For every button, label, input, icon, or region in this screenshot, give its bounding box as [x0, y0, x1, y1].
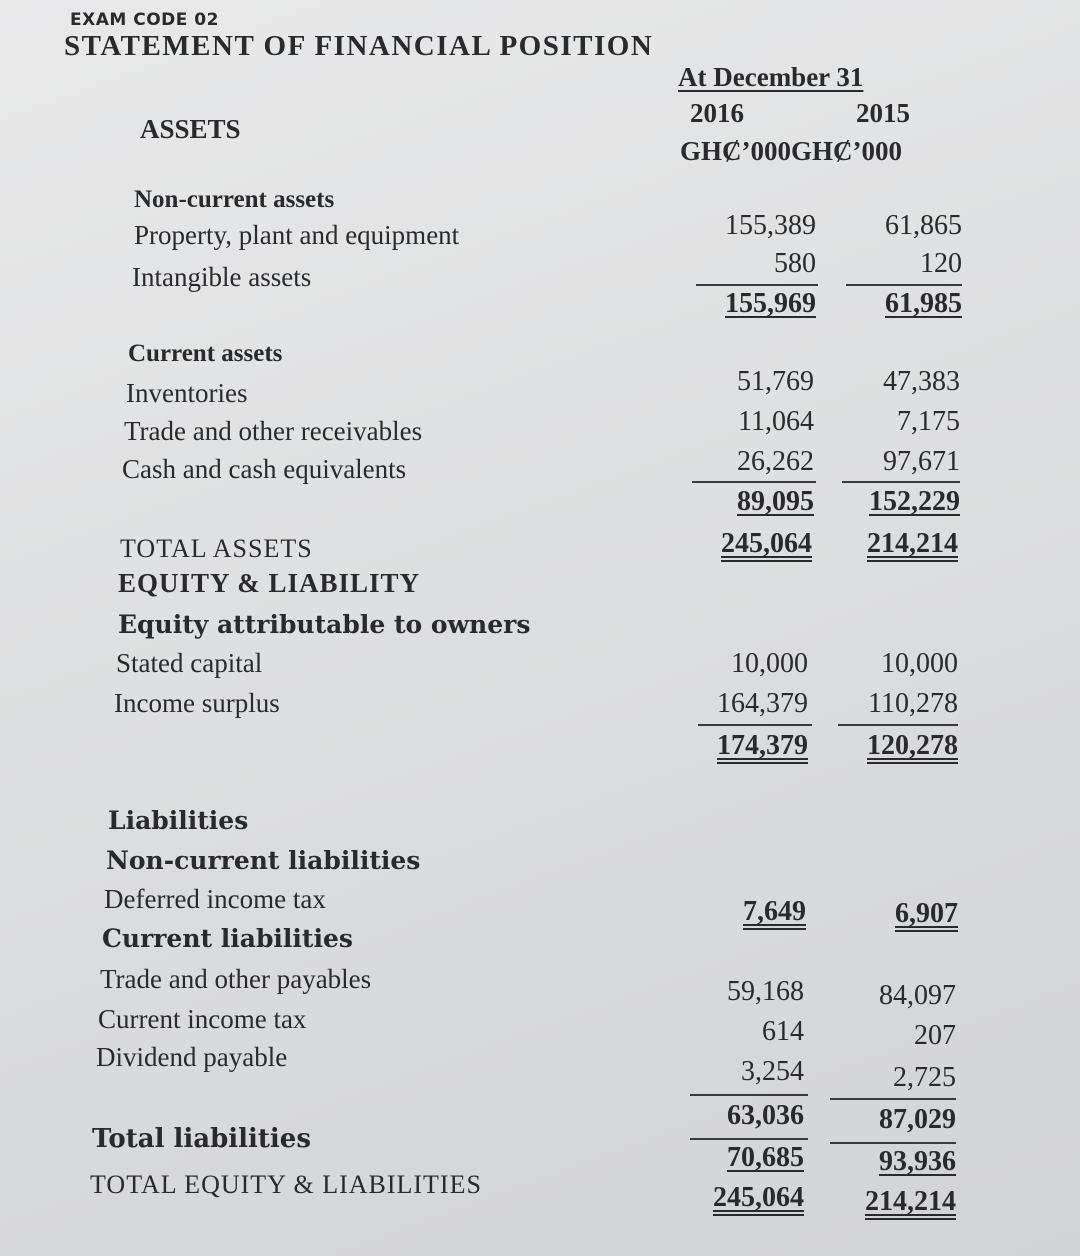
cash-2016: 26,262	[737, 446, 814, 477]
dividend-payable-2016: 3,254	[741, 1056, 804, 1087]
subtotal-rule	[838, 724, 958, 726]
row-label-stated-capital: Stated capital	[116, 648, 263, 678]
total-liabilities-label: Total liabilities	[92, 1124, 311, 1154]
equity-liability-heading: EQUITY & LIABILITY	[118, 568, 421, 598]
non-current-liabilities-heading: Non-current liabilities	[106, 846, 421, 875]
current-income-tax-2015: 207	[914, 1020, 956, 1051]
row-label-receivables: Trade and other receivables	[124, 416, 423, 446]
receivables-2015: 7,175	[897, 406, 960, 437]
current-liabilities-total-2015: 87,029	[879, 1104, 956, 1135]
total-assets-label: TOTAL ASSETS	[120, 534, 313, 563]
row-label-inventories: Inventories	[126, 378, 248, 408]
subtotal-rule	[690, 1094, 808, 1096]
intangibles-2015: 120	[920, 248, 962, 279]
income-surplus-2016: 164,379	[717, 688, 808, 719]
current-assets-total-2015: 152,229	[869, 486, 960, 517]
deferred-tax-2016: 7,649	[743, 896, 806, 927]
current-income-tax-2016: 614	[762, 1016, 804, 1047]
row-label-ppe: Property, plant and equipment	[134, 220, 460, 250]
statement-title: STATEMENT OF FINANCIAL POSITION	[64, 30, 654, 62]
current-liabilities-total-2016: 63,036	[727, 1100, 804, 1131]
liabilities-heading: Liabilities	[108, 806, 249, 835]
stated-capital-2015: 10,000	[881, 648, 958, 679]
income-surplus-2015: 110,278	[868, 688, 958, 719]
receivables-2016: 11,064	[738, 406, 814, 437]
row-label-current-income-tax: Current income tax	[98, 1004, 307, 1034]
current-assets-heading: Current assets	[128, 340, 283, 367]
row-label-intangibles: Intangible assets	[132, 262, 312, 292]
non-current-assets-heading: Non-current assets	[134, 186, 335, 213]
total-equity-liabilities-label: TOTAL EQUITY & LIABILITIES	[90, 1170, 482, 1199]
subtotal-rule	[690, 1138, 808, 1140]
total-equity-liabilities-2015: 214,214	[865, 1186, 956, 1217]
current-assets-total-2016: 89,095	[737, 486, 814, 517]
dividend-payable-2015: 2,725	[893, 1062, 956, 1093]
subtotal-rule	[846, 284, 962, 286]
year-2015-header: 2015	[856, 98, 910, 128]
total-equity-liabilities-2016: 245,064	[713, 1182, 804, 1213]
inventories-2016: 51,769	[737, 366, 814, 397]
deferred-tax-2015: 6,907	[895, 898, 958, 929]
subtotal-rule	[692, 481, 816, 483]
stated-capital-2016: 10,000	[731, 648, 808, 679]
intangibles-2016: 580	[774, 248, 816, 279]
ppe-2016: 155,389	[725, 210, 816, 241]
ppe-2015: 61,865	[885, 210, 962, 241]
total-liabilities-2015: 93,936	[879, 1146, 956, 1177]
inventories-2015: 47,383	[883, 366, 960, 397]
row-label-cash: Cash and cash equivalents	[122, 454, 407, 484]
total-liabilities-2016: 70,685	[727, 1142, 804, 1173]
currency-header: GHȻ’000GHȻ’000	[680, 136, 902, 166]
subtotal-rule	[698, 724, 812, 726]
payables-2015: 84,097	[879, 980, 956, 1011]
subtotal-rule	[696, 284, 818, 286]
payables-2016: 59,168	[727, 976, 804, 1007]
date-label: At December 31	[678, 62, 864, 92]
exam-code: EXAM CODE 02	[70, 10, 219, 30]
non-current-assets-total-2016: 155,969	[725, 288, 816, 319]
assets-heading: ASSETS	[140, 114, 241, 144]
equity-total-2015: 120,278	[867, 730, 958, 761]
current-liabilities-heading: Current liabilities	[102, 924, 353, 953]
equity-total-2016: 174,379	[717, 730, 808, 761]
subtotal-rule	[830, 1142, 956, 1144]
row-label-income-surplus: Income surplus	[114, 688, 280, 718]
row-label-payables: Trade and other payables	[100, 964, 372, 994]
total-assets-2015: 214,214	[867, 528, 958, 559]
non-current-assets-total-2015: 61,985	[885, 288, 962, 319]
row-label-dividend-payable: Dividend payable	[96, 1042, 288, 1072]
equity-heading: Equity attributable to owners	[118, 610, 531, 639]
subtotal-rule	[842, 481, 960, 483]
total-assets-2016: 245,064	[721, 528, 812, 559]
row-label-deferred-tax: Deferred income tax	[104, 884, 326, 914]
year-2016-header: 2016	[690, 98, 744, 128]
cash-2015: 97,671	[883, 446, 960, 477]
subtotal-rule	[830, 1098, 956, 1100]
